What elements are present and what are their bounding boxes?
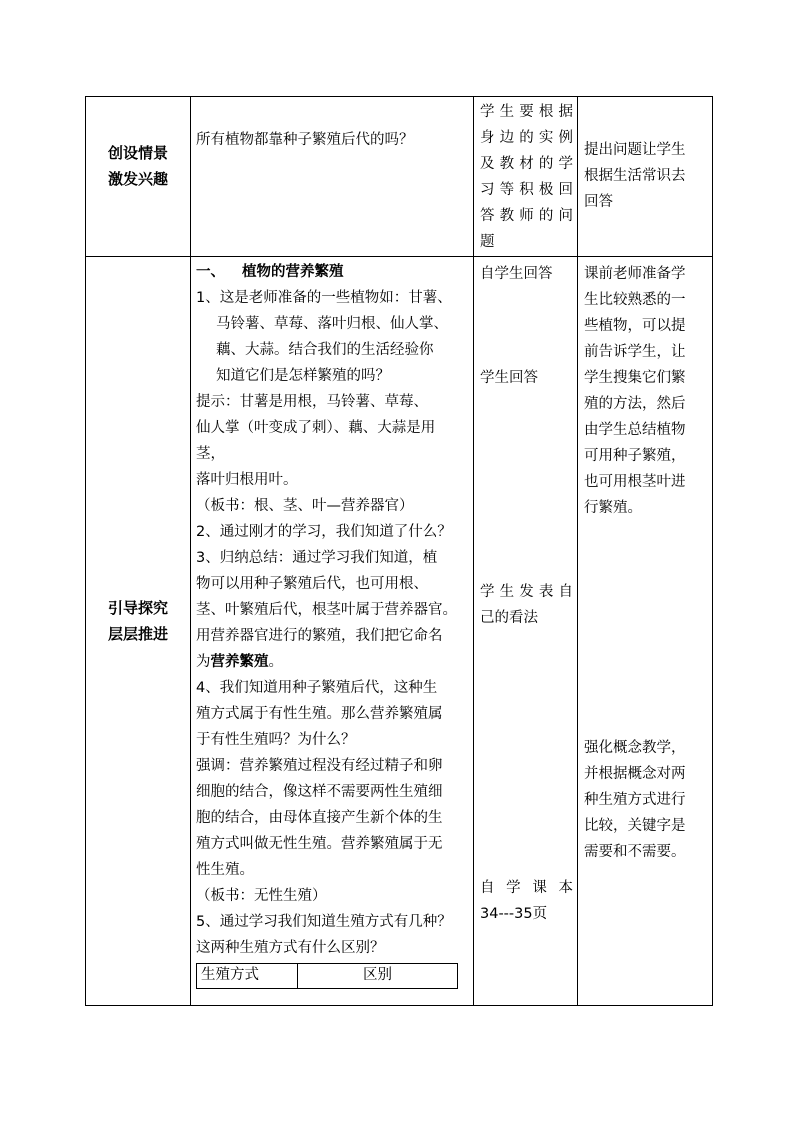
teacher-activity-cell — [191, 97, 474, 257]
table-row — [197, 964, 458, 989]
text-line: 强调：营养繁殖过程没有经过精子和卵 — [196, 758, 443, 774]
comparison-table — [196, 963, 458, 989]
stage-label: 层层推进 — [107, 625, 168, 643]
text-line: 回答 — [584, 194, 613, 210]
stage-label: 引导探究 — [107, 599, 168, 617]
text-line: （板书：无性生殖） — [196, 888, 327, 904]
text-line: 这两种生殖方式有什么区别？ — [196, 940, 385, 956]
text-line: 4、我们知道用种子繁殖后代，这种生 — [196, 680, 438, 696]
text-line: 1、这是老师准备的一些植物如：甘薯、 — [196, 290, 452, 306]
text-line: 及教材的学 — [480, 156, 573, 172]
text-line: 提出问题让学生 — [584, 142, 686, 158]
text-line: 茎、叶繁殖后代，根茎叶属于营养器官。 — [196, 602, 457, 618]
student-activity-cell — [474, 257, 578, 1006]
text-line: 落叶归根用叶。 — [196, 472, 298, 488]
text-line: 殖方式属于有性生殖。那么营养繁殖属 — [196, 706, 443, 722]
text-line: 藕、大蒜。结合我们的生活经验你 — [216, 342, 434, 358]
text-block: 强化概念教学， 并根据概念对两 种生殖方式进行 比较，关键字是 需要和不需要。 — [584, 740, 686, 860]
teacher-question: 所有植物都靠种子繁殖后代的吗？ — [196, 132, 414, 148]
text-line: 2、通过刚才的学习，我们知道了什么？ — [196, 524, 452, 540]
text-line: 5、通过学习我们知道生殖方式有几种？ — [196, 914, 452, 930]
stage-cell — [86, 257, 191, 1006]
text-line: 答教师的问 — [480, 208, 573, 224]
stage-label: 创设情景 — [107, 144, 168, 162]
text-line: 学生回答 — [480, 370, 538, 386]
section-heading: 一、 植物的营养繁殖 — [196, 264, 344, 280]
stage-cell — [86, 97, 191, 257]
text-line: 细胞的结合，像这样不需要两性生殖细 — [196, 784, 443, 800]
text-line: 殖方式叫做无性生殖。营养繁殖属于无 — [196, 836, 443, 852]
text-line: 性生殖。 — [196, 862, 254, 878]
table-header: 区别 — [298, 964, 458, 989]
text-line: （板书：根、茎、叶—营养器官） — [196, 498, 414, 514]
text-line: 自学生回答 — [480, 266, 553, 282]
text-line: 题 — [480, 234, 495, 250]
stage-label: 激发兴趣 — [107, 170, 168, 188]
text-line: 根据生活常识去 — [584, 168, 686, 184]
text-line: 提示：甘薯是用根，马铃薯、草莓、 — [196, 394, 428, 410]
lesson-plan-table — [85, 96, 713, 1006]
text-line: 马铃薯、草莓、落叶归根、仙人掌、 — [216, 316, 448, 332]
text-block: 学生发表自 己的看法 — [480, 584, 573, 626]
text-line: 物可以用种子繁殖后代，也可用根、 — [196, 576, 428, 592]
text-block: 自学课本 34---35页 — [480, 880, 573, 922]
table-header: 生殖方式 — [197, 964, 298, 989]
text-line: 知道它们是怎样繁殖的吗？ — [216, 368, 390, 384]
student-activity-cell — [474, 97, 578, 257]
text-line: 学生要根据 — [480, 104, 573, 120]
design-intent-cell — [578, 97, 713, 257]
text-line: 仙人掌（叶变成了刺）、藕、大蒜是用 — [196, 420, 436, 436]
text-block: 课前老师准备学 生比较熟悉的一 些植物，可以提 前告诉学生，让 学生搜集它们繁 殖的方法，然后 由学生总结植物 可用种子繁殖， 也可用根茎叶进 行繁殖。 — [584, 266, 686, 516]
design-intent-cell — [578, 257, 713, 1006]
text-line: 用营养器官进行的繁殖，我们把它命名 — [196, 628, 443, 644]
text-line: 3、归纳总结：通过学习我们知道，植 — [196, 550, 438, 566]
table-row — [86, 97, 713, 257]
table-row — [86, 257, 713, 1006]
teacher-activity-cell — [191, 257, 474, 1006]
text-line: 茎， — [196, 446, 225, 462]
text-line: 身边的实例 — [480, 130, 573, 146]
text-line: 胞的结合，由母体直接产生新个体的生 — [196, 810, 443, 826]
text-line: 于有性生殖吗？为什么？ — [196, 732, 356, 748]
definition-line: 为营养繁殖。 — [196, 654, 283, 670]
text-line: 习等积极回 — [480, 182, 573, 198]
key-term: 营养繁殖 — [210, 654, 269, 670]
